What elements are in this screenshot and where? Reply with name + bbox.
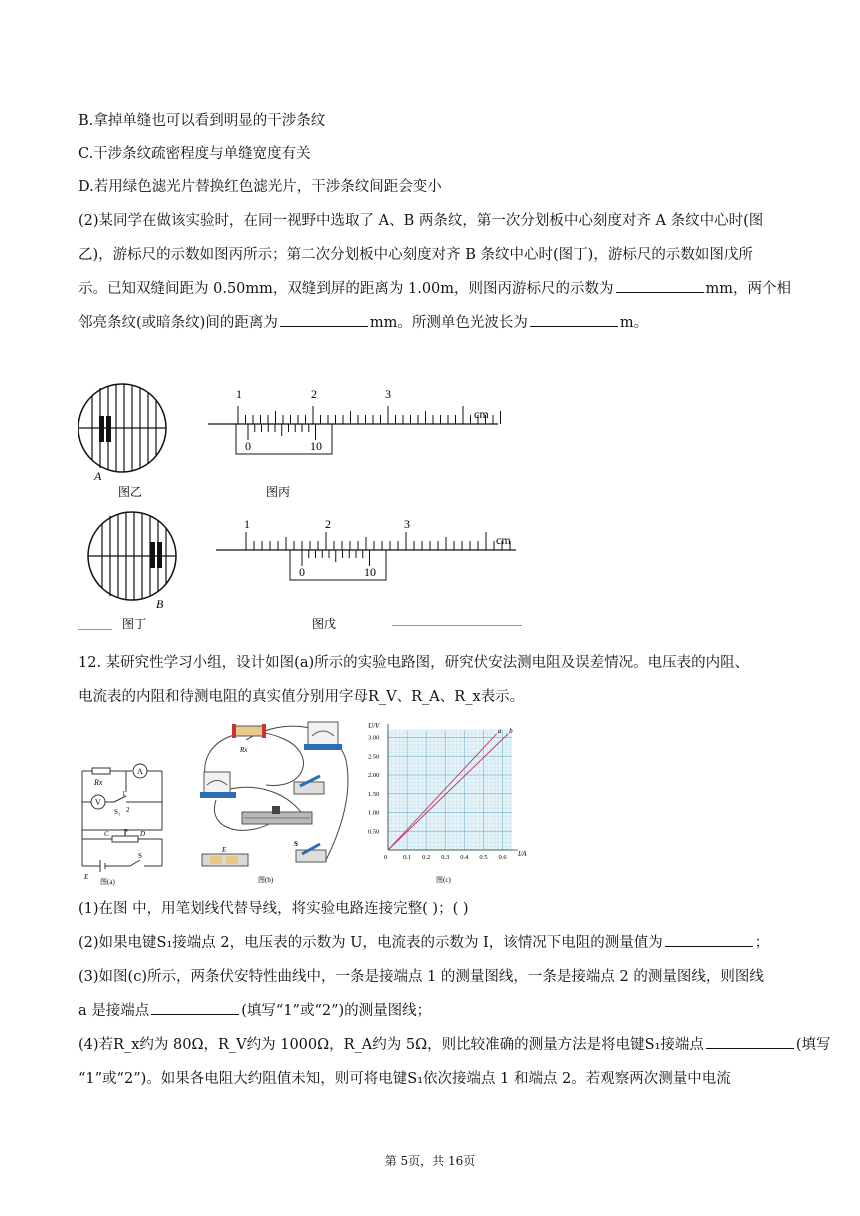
q11-p2-text: mm。所测单色光波长为 (369, 315, 528, 331)
q11-p2-text: 邻亮条纹(或暗条纹)间的距离为 (78, 315, 278, 331)
q11-p2-line4 (78, 312, 648, 334)
q12-p4-text: (4)若R_x约为 80Ω，R_V约为 1000Ω，R_A约为 5Ω，则比较准确的测量方法是将电键S₁接端点 (78, 1037, 704, 1053)
s-label: S (138, 852, 142, 860)
fringe-view-a (78, 384, 166, 472)
answer-blank-measured-r[interactable] (665, 932, 753, 947)
s-label: S (294, 840, 298, 848)
caption-wu: 图戊 (312, 617, 337, 631)
ammeter-label: A (137, 767, 143, 776)
answer-blank-terminal[interactable] (151, 1000, 239, 1015)
divider (392, 625, 522, 626)
page-footer: 第 5页，共 16页 (384, 1154, 476, 1168)
iv-chart-c (366, 718, 538, 886)
x-tick-label: 0.4 (460, 854, 469, 861)
answer-blank-wavelength[interactable] (530, 312, 618, 327)
divider (78, 629, 112, 630)
y-tick-label: 0.50 (368, 828, 380, 836)
d-label: D (140, 830, 146, 838)
vernier-label-0: 0 (299, 565, 305, 579)
s1-label: S₁ (114, 808, 121, 816)
main-label-2: 2 (311, 387, 317, 401)
q12-p3-line1: (3)如图(c)所示，两条伏安特性曲线中，一条是接端点 1 的测量图线，一条是接端点 2 的测量图线，则图线 (78, 969, 764, 985)
x-tick-label: 0 (384, 854, 388, 861)
main-label-3: 3 (404, 517, 410, 531)
unit-label: cm (496, 533, 511, 547)
vernier-scale-c (208, 424, 498, 454)
e-label: E (84, 873, 89, 881)
q12-p2-text: ； (754, 935, 770, 951)
y-tick-label: 1.50 (368, 790, 380, 798)
node-2-label: 2 (126, 806, 130, 814)
vernier-label-10: 10 (310, 439, 322, 453)
battery (202, 854, 248, 866)
circuit-diagram-a (78, 758, 178, 886)
caption-a: 图(a) (100, 878, 115, 886)
q12-p1: (1)在图 中，用笔划线代替导线，将实验电路连接完整( )；( ) (78, 901, 469, 917)
q11-p2-line3 (78, 278, 791, 300)
x-axis-label: I/A (518, 850, 527, 858)
q12-line1: 12. 某研究性学习小组，设计如图(a)所示的实验电路图，研究伏安法测电阻及误差情况。电压表的内阻、 (78, 655, 750, 671)
q12-p3-text: (填写“1”或“2”)的测量图线； (241, 1003, 432, 1019)
e-label: E (222, 846, 227, 854)
ammeter (304, 722, 342, 750)
q11-p2-text: 示。已知双缝间距为 0.50mm，双缝到屏的距离为 1.00m，则图丙游标尺的示数为 (78, 281, 614, 297)
q11-p2-text: mm，两个相 (705, 281, 792, 297)
c-label: C (104, 830, 109, 838)
switch-s (296, 844, 326, 862)
y-tick-label: 3.00 (368, 734, 380, 742)
label-a: A (94, 469, 102, 483)
q12-p4-text: (填写 (795, 1037, 831, 1053)
main-label-2: 2 (325, 517, 331, 531)
answer-blank-reading[interactable] (616, 278, 704, 293)
unit-label: cm (474, 407, 489, 421)
voltmeter (200, 772, 236, 798)
y-tick-label: 1.00 (368, 809, 380, 817)
answer-blank-switch[interactable] (706, 1034, 794, 1049)
p-label: P (124, 828, 128, 836)
caption-bing: 图丙 (266, 485, 291, 499)
rx-label: Rx (94, 778, 103, 787)
node-1-label: 1 (122, 790, 126, 798)
x-tick-label: 0.5 (479, 854, 488, 861)
y-tick-label: 2.50 (368, 753, 380, 761)
caption-ding: 图丁 (122, 617, 147, 631)
main-label-3: 3 (385, 387, 391, 401)
option-c: C.干涉条纹疏密程度与单缝宽度有关 (78, 146, 311, 162)
y-axis-label: U/V (368, 722, 380, 730)
y-tick-label: 2.00 (368, 772, 380, 779)
label-b: B (156, 597, 164, 611)
fringe-view-b (88, 512, 176, 600)
q12-p4-line1 (78, 1034, 831, 1056)
switch-s1 (294, 776, 324, 794)
series-label-a: a (497, 726, 502, 735)
main-label-1: 1 (244, 517, 250, 531)
q12-line2: 电流表的内阻和待测电阻的真实值分别用字母R_V、R_A、R_x表示。 (78, 689, 525, 705)
x-tick-label: 0.3 (441, 854, 450, 861)
q12-p2 (78, 932, 769, 954)
x-tick-label: 0.6 (498, 854, 507, 861)
q12-p4-line2: “1”或“2”)。如果各电阻大约阻值未知，则可将电键S₁依次接端点 1 和端点 2。若观察两次测量中电流 (78, 1071, 731, 1087)
rx-resistor (232, 724, 266, 738)
rx-label: Rx (240, 746, 248, 754)
voltmeter-label: V (95, 798, 101, 807)
answer-blank-spacing[interactable] (280, 312, 368, 327)
option-b: B.拿掉单缝也可以看到明显的干涉条纹 (78, 113, 326, 129)
main-label-1: 1 (236, 387, 242, 401)
q12-p3-line2 (78, 1000, 431, 1022)
series-label-b: b (509, 726, 513, 735)
option-d: D.若用绿色滤光片替换红色滤光片，干涉条纹间距会变小 (78, 179, 442, 195)
q11-p2-line2: 乙)，游标尺的示数如图丙所示；第二次分划板中心刻度对齐 B 条纹中心时(图丁)，游标尺的示数如图戊所 (78, 247, 753, 263)
q11-p2-text: m。 (619, 315, 649, 331)
q12-p2-text: (2)如果电键S₁接端点 2，电压表的示数为 U，电流表的示数为 I，该情况下电阻的测量值为 (78, 935, 663, 951)
vernier-figures (78, 378, 518, 638)
vernier-label-0: 0 (245, 439, 251, 453)
caption-c: 图(c) (436, 876, 451, 884)
q11-p2-line1: (2)某同学在做该实验时，在同一视野中选取了 A、B 两条纹，第一次分划板中心刻度对齐 A 条纹中心时(图 (78, 213, 764, 229)
q12-p3-text: a 是接端点 (78, 1003, 150, 1019)
caption-yi: 图乙 (118, 485, 143, 499)
x-tick-label: 0.1 (403, 854, 412, 861)
apparatus-diagram-b (186, 720, 362, 886)
caption-b: 图(b) (258, 876, 274, 884)
x-tick-label: 0.2 (422, 854, 431, 861)
vernier-label-10: 10 (364, 565, 376, 579)
rheostat (242, 806, 312, 824)
